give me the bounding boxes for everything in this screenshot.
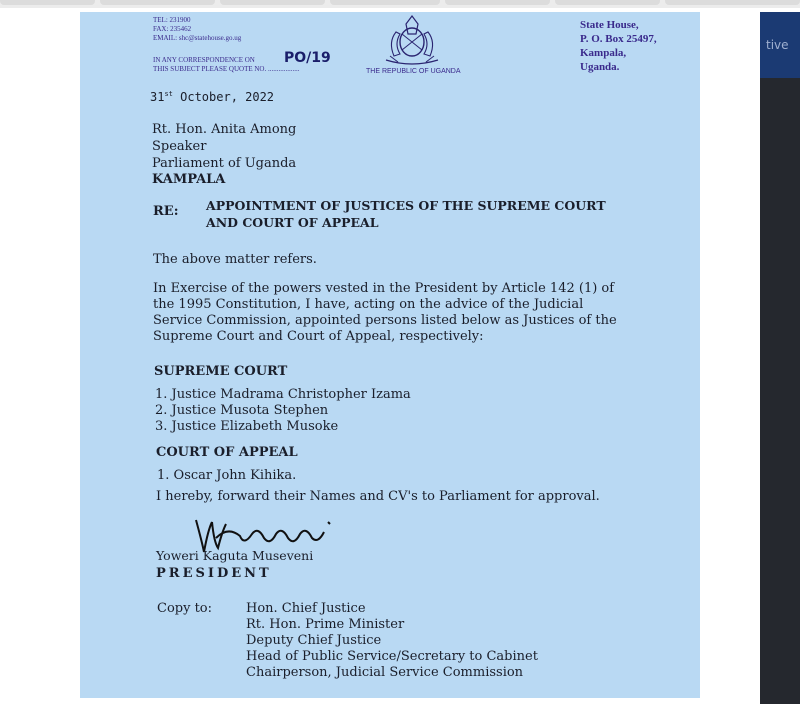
recipient-line-3: Parliament of Uganda	[152, 156, 297, 171]
letterhead-address-2: P. O. Box 25497,	[580, 33, 657, 45]
reference-number: PO/19	[284, 50, 331, 66]
court-of-appeal-heading: COURT OF APPEAL	[156, 445, 298, 460]
recipient-line-2: Speaker	[152, 139, 207, 154]
letter-document	[80, 12, 700, 698]
body-line-2: the 1995 Constitution, I have, acting on the advice of the Judicial	[153, 297, 584, 312]
letterhead-quote-line1: IN ANY CORRESPONDENCE ON	[153, 56, 255, 64]
panel-body	[760, 78, 800, 704]
body-line-3: Service Commission, appointed persons listed below as Justices of the	[153, 313, 617, 328]
supreme-court-item-3: 3. Justice Elizabeth Musoke	[155, 419, 339, 434]
copy-to-label: Copy to:	[157, 601, 213, 616]
letterhead-fax: FAX: 235462	[153, 25, 192, 33]
subject-label: RE:	[153, 204, 179, 219]
republic-label: THE REPUBLIC OF UGANDA	[366, 68, 461, 75]
body-line-4: Supreme Court and Court of Appeal, respectively:	[153, 329, 484, 344]
court-of-appeal-item-1: 1. Oscar John Kihika.	[157, 468, 297, 483]
panel-header-text[interactable]: tive	[766, 38, 789, 52]
date-day: 31	[150, 90, 165, 104]
browser-tab[interactable]	[665, 0, 800, 5]
letterhead-address-4: Uganda.	[580, 61, 620, 73]
supreme-court-item-1: 1. Justice Madrama Christopher Izama	[155, 387, 411, 402]
copy-to-item-1: Hon. Chief Justice	[246, 601, 366, 616]
copy-to-item-3: Deputy Chief Justice	[246, 633, 382, 648]
copy-to-item-5: Chairperson, Judicial Service Commission	[246, 665, 524, 680]
browser-tab[interactable]	[330, 0, 440, 5]
letterhead-email: EMAIL: shc@statehouse.go.ug	[153, 34, 242, 42]
subject-line-1: APPOINTMENT OF JUSTICES OF THE SUPREME COURT	[206, 198, 606, 213]
browser-tab[interactable]	[555, 0, 660, 5]
letterhead-tel: TEL: 231900	[153, 16, 191, 24]
letterhead-address-3: Kampala,	[580, 47, 627, 59]
supreme-court-item-2: 2. Justice Musota Stephen	[155, 403, 329, 418]
intro-paragraph: The above matter refers.	[153, 252, 317, 267]
browser-tab[interactable]	[100, 0, 215, 5]
recipient-line-1: Rt. Hon. Anita Among	[152, 122, 297, 137]
browser-tab[interactable]	[445, 0, 550, 5]
copy-to-item-4: Head of Public Service/Secretary to Cabinet	[246, 649, 538, 664]
closing-sentence: I hereby, forward their Names and CV's to Parliament for approval.	[156, 489, 600, 504]
browser-tab[interactable]	[0, 0, 95, 5]
body-line-1: In Exercise of the powers vested in the President by Article 142 (1) of	[153, 281, 615, 296]
browser-tab[interactable]	[220, 0, 325, 5]
right-side-panel	[760, 12, 800, 704]
signatory-name: Yoweri Kaguta Museveni	[156, 548, 314, 563]
letter-date	[150, 90, 274, 104]
panel-header[interactable]	[760, 12, 800, 78]
browser-top-strip	[0, 0, 800, 8]
subject-line-2: AND COURT OF APPEAL	[206, 215, 379, 230]
coat-of-arms-icon	[372, 12, 452, 68]
letterhead-address-1: State House,	[580, 19, 639, 31]
recipient-city: KAMPALA	[152, 172, 226, 187]
date-month-year: October, 2022	[172, 90, 275, 104]
date-suffix: st	[164, 90, 173, 98]
supreme-court-heading: SUPREME COURT	[154, 364, 288, 379]
copy-to-item-2: Rt. Hon. Prime Minister	[246, 617, 405, 632]
signatory-title: PRESIDENT	[156, 566, 272, 581]
letterhead-quote-line2: THIS SUBJECT PLEASE QUOTE NO. ..................	[153, 65, 300, 73]
